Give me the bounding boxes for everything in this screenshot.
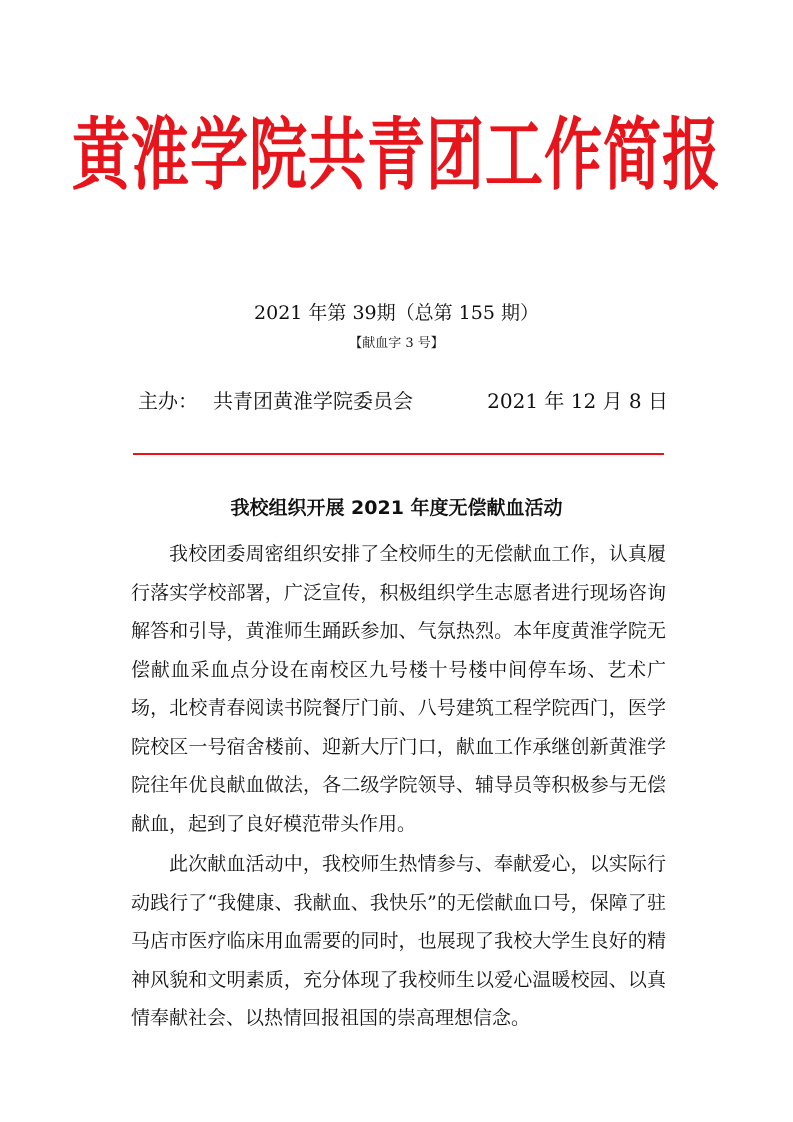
issue-number: 2021 年第 39期（总第 155 期）	[254, 302, 539, 324]
sponsor-label: 主办：	[138, 389, 198, 413]
article-paragraph: 我校团委周密组织安排了全校师生的无偿献血工作，认真履行落实学校部署，广泛宣传，积极组织学生志愿者进行现场咨询解答和引导，黄淮师生踊跃参加、气氛热烈。本年度黄淮学院无偿献血采血点分设在南校区九号楼十号楼中间停车场、艺术广场，北校青春阅读书院餐厅门前、八号建筑工程学院西门，医学院校区一号宿舍楼前、迎新大厅门口，献血工作承继创新黄淮学院往年优良献血做法，各二级学院领导、辅导员等积极参与无偿献血，起到了良好模范带头作用。	[131, 543, 666, 835]
article-paragraph: 此次献血活动中，我校师生热情参与、奉献爱心，以实际行动践行了“我健康、我献血、我快乐”的无偿献血口号，保障了驻马店市医疗临床用血需要的同时，也展现了我校大学生良好的精神风貌和文明素质，充分体现了我校师生以爱心温暖校园、以真情奉献社会、以热情回报祖国的崇高理想信念。	[131, 853, 666, 1029]
article-body	[131, 535, 666, 1038]
issue-date: 2021 年 12 月 8 日	[487, 389, 668, 413]
sponsor-row	[133, 386, 668, 416]
sponsor-name: 共青团黄淮学院委员会	[213, 389, 413, 413]
document-number: 【献血字 3 号】	[349, 336, 444, 351]
article-headline: 我校组织开展 2021 年度无偿献血活动	[230, 497, 563, 519]
newsletter-masthead: 黄淮学院共青团工作简报	[71, 109, 721, 201]
header-divider	[133, 453, 664, 455]
